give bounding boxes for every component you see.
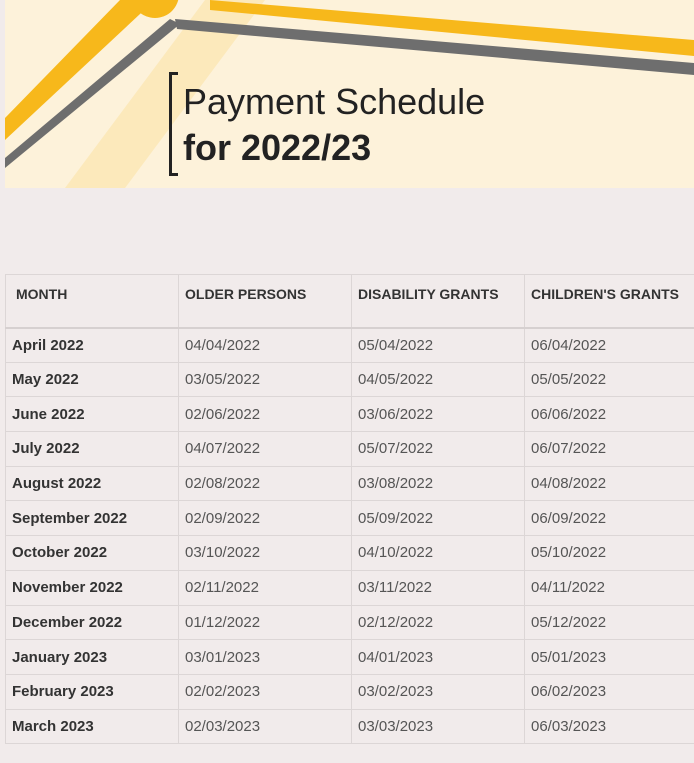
- disability-grants-date: 05/04/2022: [352, 328, 525, 363]
- column-header-disability-grants: DISABILITY GRANTS: [352, 275, 525, 328]
- title-bracket: [169, 72, 178, 176]
- table-header-row: [6, 275, 694, 328]
- childrens-grants-date: 06/06/2022: [525, 397, 694, 432]
- older-persons-date: 01/12/2022: [179, 605, 352, 640]
- table-row: [6, 501, 694, 536]
- childrens-grants-date: 06/03/2023: [525, 709, 694, 744]
- older-persons-date: 02/02/2023: [179, 674, 352, 709]
- month-cell: May 2022: [6, 362, 179, 397]
- table-row: [6, 328, 694, 363]
- older-persons-date: 03/10/2022: [179, 536, 352, 571]
- page-subtitle: for 2022/23: [183, 127, 372, 168]
- childrens-grants-date: 04/11/2022: [525, 570, 694, 605]
- month-cell: June 2022: [6, 397, 179, 432]
- disability-grants-date: 02/12/2022: [352, 605, 525, 640]
- childrens-grants-date: 04/08/2022: [525, 466, 694, 501]
- column-header-childrens-grants: CHILDREN'S GRANTS: [525, 275, 694, 328]
- childrens-grants-date: 06/07/2022: [525, 432, 694, 467]
- column-header-older-persons: OLDER PERSONS: [179, 275, 352, 328]
- table-row: [6, 397, 694, 432]
- table-row: [6, 640, 694, 675]
- table-row: [6, 605, 694, 640]
- childrens-grants-date: 06/04/2022: [525, 328, 694, 363]
- table-row: [6, 570, 694, 605]
- older-persons-date: 04/07/2022: [179, 432, 352, 467]
- childrens-grants-date: 06/02/2023: [525, 674, 694, 709]
- header-banner: [5, 0, 694, 188]
- older-persons-date: 02/06/2022: [179, 397, 352, 432]
- month-cell: September 2022: [6, 501, 179, 536]
- table-row: [6, 466, 694, 501]
- month-cell: November 2022: [6, 570, 179, 605]
- older-persons-date: 03/05/2022: [179, 362, 352, 397]
- disability-grants-date: 03/03/2023: [352, 709, 525, 744]
- older-persons-date: 04/04/2022: [179, 328, 352, 363]
- disability-grants-date: 05/07/2022: [352, 432, 525, 467]
- month-cell: December 2022: [6, 605, 179, 640]
- disability-grants-date: 03/08/2022: [352, 466, 525, 501]
- childrens-grants-date: 05/12/2022: [525, 605, 694, 640]
- column-header-month: MONTH: [6, 275, 179, 328]
- disability-grants-date: 04/01/2023: [352, 640, 525, 675]
- childrens-grants-date: 05/05/2022: [525, 362, 694, 397]
- disability-grants-date: 03/02/2023: [352, 674, 525, 709]
- month-cell: October 2022: [6, 536, 179, 571]
- payment-schedule-table: [5, 274, 694, 744]
- older-persons-date: 02/09/2022: [179, 501, 352, 536]
- month-cell: July 2022: [6, 432, 179, 467]
- older-persons-date: 02/11/2022: [179, 570, 352, 605]
- disability-grants-date: 04/10/2022: [352, 536, 525, 571]
- month-cell: April 2022: [6, 328, 179, 363]
- older-persons-date: 02/03/2023: [179, 709, 352, 744]
- disability-grants-date: 05/09/2022: [352, 501, 525, 536]
- disability-grants-date: 03/11/2022: [352, 570, 525, 605]
- childrens-grants-date: 05/10/2022: [525, 536, 694, 571]
- disability-grants-date: 04/05/2022: [352, 362, 525, 397]
- older-persons-date: 02/08/2022: [179, 466, 352, 501]
- table-row: [6, 536, 694, 571]
- older-persons-date: 03/01/2023: [179, 640, 352, 675]
- table-row: [6, 432, 694, 467]
- month-cell: February 2023: [6, 674, 179, 709]
- childrens-grants-date: 05/01/2023: [525, 640, 694, 675]
- table-row: [6, 362, 694, 397]
- table-row: [6, 709, 694, 744]
- month-cell: March 2023: [6, 709, 179, 744]
- month-cell: January 2023: [6, 640, 179, 675]
- table-row: [6, 674, 694, 709]
- childrens-grants-date: 06/09/2022: [525, 501, 694, 536]
- month-cell: August 2022: [6, 466, 179, 501]
- page-title: Payment Schedule: [183, 81, 486, 122]
- disability-grants-date: 03/06/2022: [352, 397, 525, 432]
